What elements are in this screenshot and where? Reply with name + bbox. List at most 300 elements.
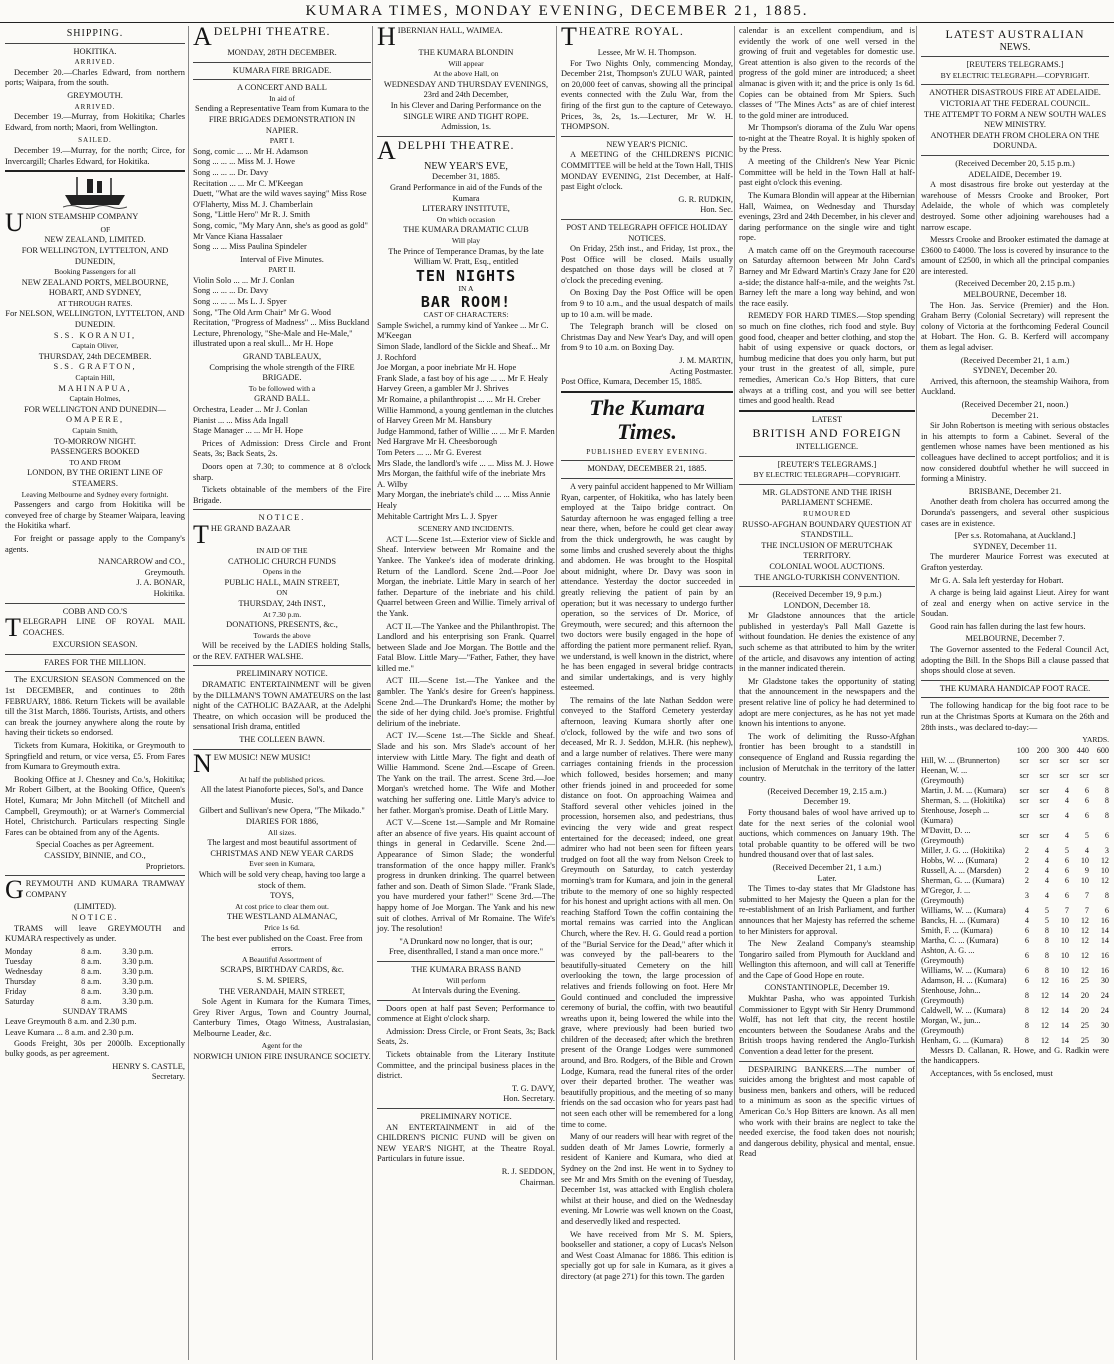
ad-text: NEW ZEALAND PORTS, MELBOURNE, HOBART, AND SYDNEY, [21,277,169,298]
table-cell: 3.30 p.m. [122,986,154,996]
news-paragraph: Mukhtar Pasha, who was appointed Turkish Commissioner to Egypt with Sir Henry Drummond Wolff, has not left that city, the recent hostile encounters between the Soudanese Arabs and the British troops having rendered the Anglo-Turkish Convention a dead letter for the present. [739,994,915,1057]
hokitika-arrivals: December 20.—Charles Edward, from northern ports; Waipara, from the south. [5,67,185,88]
table-row [5,967,185,977]
headline: RUMOURED [802,509,852,518]
ad-text: For freight or passage apply to the Company's agents. [5,533,185,554]
table-cell: Martha, C. ... (Kumara) [921,935,999,945]
table-cell: scr [1039,830,1049,840]
news-paragraph: Many of our readers will hear with regret of the sudden death of Mr James Lowrie, formerly a resident of Kaniere and Kumara, who died at Sydney on the 2nd inst. He went in to Sydney to see Mr and Mrs Smith on the evening of Tuesday, December 1st, was attacked with English cholera whilst at their house, and died on the Wednesday evening. Mr Lowrie was well known on the Coast, and deservedly liked and respected. [561,1132,733,1226]
ad-text: Agent for the [261,1041,303,1051]
table-cell: 8 [1024,990,1029,1000]
table-cell: Wednesday [5,966,43,976]
news-paragraph: The murderer Maurice Forrest was executed at Grafton yesterday. [921,552,1109,572]
table-cell: Caldwell, W. ... (Kumara) [921,1005,1006,1015]
ad-title: TOYS, [270,891,294,901]
ad-title: EXCURSION SEASON. [52,640,138,650]
table-cell: 6 [1064,865,1069,875]
news-paragraph: Good rain has fallen during the last few hours. [930,621,1086,631]
ad-text: Gilbert and Sullivan's new Opera, "The Mikado." [199,806,365,816]
table-row [5,957,185,967]
headline: MR. GLADSTONE AND THE IRISH PARLIAMENT SCHEME. [762,487,892,508]
drop-cap: A [377,135,396,165]
ad-text: Admission: Dress Circle, or Front Seats, 3s; Back Seats, 2s. [377,1026,555,1047]
table-cell: 6 [1064,855,1069,865]
ad-title: NEW YEAR'S PICNIC. [606,139,688,149]
news-paragraph: The Times to-day states that Mr Gladstone has submitted to her Majesty the Queen a plan for the re-establishment of an Irish Parliament, and further announces that her Majesty has referred the scheme to her Ministers for approval. [739,884,915,936]
ad-title: PUBLIC HALL, MAIN STREET, [224,577,340,587]
table-cell: 10 [1100,865,1109,875]
table-cell: Bancks, H. ... (Kumara) [921,915,1000,925]
publication-note: PUBLISHED EVERY EVENING. [586,447,708,456]
table-cell: 8 [1044,925,1049,935]
table-row [5,947,185,957]
drop-cap: G [5,875,24,905]
divider [921,155,1109,156]
table-row [921,976,1109,986]
table-row [921,866,1109,876]
table-cell: 14 [1060,990,1069,1000]
table-cell: 10 [1060,925,1069,935]
dateline: SYDNEY, December 20. [972,366,1058,376]
table-cell: scr [1019,755,1029,765]
divider [739,410,915,412]
ad-text: Opens in the [262,567,302,577]
news-paragraph: Mr Thompson's diorama of the Zulu War opens to-night at the Theatre Royal. It is highly spoken of by the Press. [739,123,915,154]
divider [5,43,185,44]
table-cell: 12 [1040,1020,1049,1030]
ad-text: Sole Agent in Kumara for the Kumara Times, Grey River Argus, Town and Country Journal, Canterbury Times, Otago Witness, Australasian, Melbourne Leader, &c. [193,997,371,1038]
table-cell: scr [1059,770,1069,780]
ad-title: KUMARA FIRE BRIGADE. [232,65,332,75]
ad-title: THE KUMARA BLONDIN [418,48,514,57]
table-cell: 10 [1060,915,1069,925]
ad-text: The Telegraph branch will be closed on Christmas Day and New Year's Day, and will open from 9 to 10 a.m. on Boxing Day. [561,322,733,353]
table-cell: 4 [1064,785,1069,795]
divider [739,456,915,457]
table-row [921,986,1109,1006]
table-cell: 6 [1024,935,1029,945]
table-row [921,856,1109,866]
ad-text: Leave Greymouth 8 a.m. and 2.30 p.m. [5,1017,137,1027]
ad-text: Passengers and cargo from Hokitika will be conveyed free of charge by Steamer Waipara, leaving the Hokitika wharf. [5,500,185,531]
table-cell: 14 [1100,935,1109,945]
table-cell: scr [1099,755,1109,765]
news-paragraph: Messrs Crooke and Brooker estimated the damage at £3600 to £4000. The loss is covered by insurance to the amount of £2500, in which all the principal companies are interested. [921,235,1109,276]
ad-text: Tickets from Kumara, Hokitika, or Greymouth to Springfield and return, or vice versa, £5. From Fares from Kumara to Greymouth extra. [5,741,185,772]
ad-text: All the latest Pianoforte pieces, Sol's, and Dance Music. [200,785,364,805]
table-cell: Tuesday [5,956,33,966]
ad-text: OF [100,224,111,234]
table-cell: 4 [1064,795,1069,805]
news-paragraph: We have received from Mr S. M. Spiers, bookseller and stationer, a copy of Lucas's Nelson and West Coast Almanac for 1886. This edition is specially got up for sale in Kumara, as it gives a directory (at page 271) for this town. The garden [561,1229,733,1281]
notice-heading: NOTICE. [71,912,119,922]
ad-text: TRAMS will leave GREYMOUTH and KUMARA respectively as under. [5,923,185,944]
ad-title: HE GRAND BAZAAR [210,523,291,533]
table-cell: scr [1039,770,1049,780]
table-cell: 2 [1024,875,1029,885]
ad-title: EW MUSIC! NEW MUSIC! [213,752,311,762]
ad-text: At 7.30 p.m. [262,609,302,619]
table-cell: Monday [5,946,33,956]
masthead: KUMARA TIMES, MONDAY EVENING, DECEMBER 21, 1885. [0,0,1114,23]
table-row [921,846,1109,856]
ad-text: In his Clever and Daring Performance on the [390,100,542,110]
table-cell: scr [1019,830,1029,840]
tram-timetable [5,947,185,1007]
news-paragraph: The remains of the late Nathan Seddon were conveyed to the Stafford Cemetery yesterday afternoon, leaving Kumara shortly after one o'clock, followed by the wife and two sons of deceased, Mr R. J. Seddon, M.H.R. (his nephew), and a large number of relatives. There were many carriages containing friends in the procession which followed, besides horsemen; and many other friends joined in and proceeded for some distance on foot. On approaching Waimea and Stafford several other vehicles joined in the procession, horsemen also, and pedestrians, thus evincing the very wide and great respect entertained for the deceased; indeed, one great admirer who had not been seen for fifteen years trudged on foot all the way from Nelson Creek to Greymouth on Saturday, to catch yesterday morning's tram for Kumara, and join in the general tribute to the memory of one so highly respected for his honest and upright actions with all men. On reaching Stafford Town the coffin containing the mortal remains was carried into the Anglican Church, where the Rev. H. G. Gould read a portion of the "Burial Service for the Dead," after which it was conveyed by the pall-bearers to the beautifully-situated Cemetery on the hill overlooking the town, the large procession of relatives and friends following on foot. Here Mr Gould continued and concluded the impressive ceremony of burial, the coffin, with two beautiful wreaths upon it, being lowered the while into the grave, where previously had been buried two children of the deceased; after which the brethren present of the Orange Lodges were summoned around, and Bro. Rodgers, of the Bible and Crown Lodge, Kumara, read the funeral rites of the order over their departed brother. The weather was beautifully propitious, and the meeting of so many friends on the sad occasion who for years past had not seen each other will be remembered for a long time to come. [561,695,733,1129]
table-row [921,786,1109,796]
divider [193,509,371,510]
table-cell: scr [1039,755,1049,765]
table-cell: scr [1099,770,1109,780]
ad-text: ON [276,588,288,598]
ad-signature: CASSIDY, BINNIE, and CO., [44,850,146,860]
divider [921,84,1109,85]
table-cell: 10 [1060,950,1069,960]
divider [377,1108,555,1109]
ad-text: IN AID OF THE [256,545,308,555]
table-cell: Stenhouse, Joseph ... (Kumara) [921,805,990,825]
news-paragraph: The Hon. Jas. Service (Premier) and the Hon. Graham Berry (Colonial Secretary) will represent the colony of Victoria at the forthcoming Federal Council at Hobart. The Hon. G. B. Kerferd will accompany them as legal adviser. [921,300,1109,353]
ad-text: Booking Office at J. Chesney and Co.'s, Hokitika; Mr Robert Gilbert, at the Booking Office, Queen's Hotel, Kumara; Mr John Mitchell (of Mitchell and Campbell, Greymouth); or at Warner's Commercial Hotel, Christchurch. Particulars respecting Single Fares can be obtained from any of the Agents. [5,774,185,837]
dateline: December 21. [991,410,1039,420]
table-cell: 4 [1044,875,1049,885]
ad-text: PASSENGERS BOOKED [50,447,140,457]
table-cell: Martin, J. M. ... (Kumara) [921,785,1007,795]
programme-list: Song, comic ... ... Mr H. Adamson Song ... ... ... Miss M. J. Howe Song ... ... ... Dr. Davy Recitation ... ... Mr C. M'Keegan Duett, "What are the wild waves saying" Miss Rose O'Flaherty, Miss M. J. Chamberlain Song, "Little Hero" Mr R. J. Smith Song, comic, "My Mary Ann, she's as good as gold" Mr Vance Kiana Hassalaer Song ... ... Miss Paulina Spindeler [193,146,368,252]
table-row [921,1006,1109,1016]
cast-list: Sample Swichel, a rummy kind of Yankee ... Mr C. M'Keegan Simon Slade, landlord of the Sickle and Sheaf... Mr J. Rochford Joe Morgan, a poor inebriate Mr H. Hope Frank Slade, a fast boy of his age ... ... Mr F. Healy Harvey Green, a gambler Mr J. Shrives Mr Romaine, a philanthropist ... ... Mr H. Creber Willie Hammond, a young gentleman in the clutches of Harvey Green Mr M. Hansbury Judge Hammond, father of Willie ... ... Mr F. Marden Ned Hargrave Mr H. Cheesborough Tom Peters ... ... Mr G. Everest Mrs Slade, the landlord's wife ... ... Miss M. J. Howe Mrs Morgan, the faithful wife of the inebriate Mrs A. Wilby Mary Morgan, the inebriate's child ... ... Miss Annie Healy Mehitable Cartright Mrs L. J. Spyer [377,320,555,521]
table-cell: Saturday [5,996,35,1006]
table-cell: Thursday [5,976,36,986]
table-cell: 3.30 p.m. [122,956,154,966]
table-row [921,826,1109,846]
received-note: (Received December 21, 1 a.m.) [772,862,882,872]
ad-signature: J. M. MARTIN, [679,356,733,366]
table-cell: 5 [1084,830,1089,840]
table-cell: 8 a.m. [81,976,102,986]
dateline: December 19. [803,797,851,807]
play-title: IN A [458,283,474,293]
table-cell: 6 [1024,950,1029,960]
ad-text: The EXCURSION SEASON Commenced on the 1st DECEMBER, and continues to 28th FEBRUARY, 1886. Return Tickets will be available till the 31st March, 1886. Tourists, Artists, and others can break the journey anywhere along the route by having their tickets so endorsed. [5,675,185,738]
ad-signature: S. M. SPIERS, [256,975,308,985]
table-cell: 12 [1040,975,1049,985]
table-cell: 3.30 p.m. [122,976,154,986]
ad-text: On which occasion [436,214,496,224]
table-cell: 4 [1024,905,1029,915]
ad-title: COBB AND CO.'S [62,606,128,616]
table-header-cell: 200 [1036,745,1049,755]
ad-text: All sizes. [267,827,297,837]
programme-part: PART II. [268,265,296,275]
ad-text: Captain Smith, [72,426,118,435]
ad-title: NORWICH UNION FIRE INSURANCE SOCIETY. [193,1052,371,1062]
ad-text: AT THROUGH RATES. [57,298,133,308]
news-paragraph: The following handicap for the big foot race to be run at the Christmas Sports at Kumara on the 26th and 28th insts., was declared to-day:— [921,701,1109,732]
column-3 [372,26,559,1360]
table-cell: 7 [1064,905,1069,915]
ad-text: On Boxing Day the Post Office will be open from 9 to 10 a.m., and the usual despatch of mails up to 10 a.m. will be made. [561,288,733,319]
table-cell: 16 [1060,975,1069,985]
ad-title: SINGLE WIRE AND TIGHT ROPE. [403,111,529,121]
table-header-cell: 600 [1096,745,1109,755]
divider [377,1000,555,1001]
ad-text: Towards the above [253,630,311,640]
news-paragraph: Acceptances, with 5s enclosed, must [930,1069,1053,1078]
ad-title: FIRE BRIGADES DEMONSTRATION IN NAPIER. [208,114,356,135]
dateline: ADELAIDE, December 19. [968,169,1062,179]
news-paragraph: A match came off on the Greymouth racecourse on Saturday afternoon between Mr John Card's Barney and Mr Edward Martin's Crazy Jane for £20 a-side; the distance half-a-mile, and the weights 7st. Barney left the mare a long way behind, and won the race easily. [739,245,915,308]
ship-name: S.S. KORANUI, [53,330,137,340]
ad-signature: Greymouth. [144,567,185,577]
news-paragraph: The Kumara Blondin will appear at the Hibernian Hall, Waimea, on Wednesday and Thursday evenings, 23rd and 24th December, in his clever and daring performance on the single wire and tight rope. [739,190,915,243]
table-cell: 2 [1024,845,1029,855]
table-cell: M'Davitt, D. ... (Greymouth) [921,825,971,845]
table-cell: 20 [1080,1005,1089,1015]
news-paragraph: The New Zealand Company's steamship Tongariro sailed from Plymouth for Auckland and Wellington this afternoon, and will call at Teneriffe and the Cape of Good Hope en route. [739,939,915,980]
headline: THE KUMARA HANDICAP FOOT RACE. [939,683,1091,693]
ad-text: THURSDAY, 24th DECEMBER. [38,351,152,361]
news-paragraph: A most disastrous fire broke out yesterday at the warehouse of Messrs Crooke and Brooker, Port Adelaide, the whole of which was completely destroyed. Some other adjoining warehouses had a narrow escape. [921,180,1109,232]
news-paragraph: A very painful accident happened to Mr William Ryan, carpenter, of Hokitika, who has lately been employed at the Taipo bridge contract. On Saturday afternoon he was engaged felling a tree near there, when, before he could get clear away from the thick undergrowth, he was caught by some limbs and crushed severely about the thighs and abdomen. He was brought to the Hospital about midnight, where Dr. Davy was soon in attendance. Yesterday the doctor succeeded in greatly relieving the patient of pain by an operation; but it was necessary to undergo further operation, so the services of Dr. Morice, of Greymouth, were secured; and this afternoon the two doctors were busily engaged in the hope of affording the patient more permanent relief. Ryan, we understand, is well known in the district, where he has been engaged in several bridge contracts and similar undertakings, and is very highly esteemed. [561,482,733,693]
act-description: ACT III.—Scene 1st.—The Yankee and the gambler. The Yank's desire for Green's happiness. Scene 2nd.—The Drunkard's Home; the mother by the side of her dying child. Joe's promise. Frightful delirium of the inebriate. [377,676,555,728]
ad-title: HEATRE ROYAL. [578,26,684,38]
headline: THE INCLUSION OF MERUTCHAK TERRITORY. [761,540,893,561]
programme-list: Orchestra, Leader ... Mr J. Conlan Pianist ... ... Miss Ada Ingall Stage Manager ... ... Mr H. Hope [193,405,308,436]
ad-text: On Friday, 25th inst., and Friday, 1st prox., the Post Office will be closed. Mails usually despatched on those days will be closed at 7 o'clock the preceding evening. [561,244,733,285]
table-cell: 30 [1100,975,1109,985]
sailed-label: SAILED. [78,136,112,145]
table-cell: 12 [1080,950,1089,960]
table-cell: 6 [1064,890,1069,900]
divider [5,671,185,672]
ad-text: Captain Hill, [75,373,115,383]
ad-text: TO AND FROM [69,457,121,467]
table-cell: 4 [1084,845,1089,855]
ad-signature: G. R. RUDKIN, [678,194,733,204]
table-cell: 24 [1100,990,1109,1000]
table-cell: 12 [1100,875,1109,885]
section-heading: LATEST AUSTRALIAN [945,27,1085,41]
table-cell: 8 [1104,785,1109,795]
table-cell: 14 [1060,1005,1069,1015]
dateline: Later. [817,873,837,883]
table-cell: 8 a.m. [81,986,102,996]
table-cell: 8 a.m. [81,946,102,956]
ad-text: At cost price to clear them out. [235,901,329,911]
ad-text: Leave Kumara ... 8 a.m. and 2.30 p.m. [5,1027,134,1037]
table-cell: 7 [1084,905,1089,915]
ad-title: GRAND TABLEAUX, [242,352,322,362]
table-cell: 8 [1024,1005,1029,1015]
table-cell: 25 [1080,1035,1089,1045]
table-cell: Morgan, W., jun... (Greymouth) [921,1015,981,1035]
table-cell: 6 [1024,965,1029,975]
section-heading: BRITISH AND FOREIGN [752,426,902,441]
table-cell: 6 [1084,785,1089,795]
table-cell: 3 [1104,845,1109,855]
table-cell: 4 [1044,890,1049,900]
newspaper-title: The Kumara Times. [589,394,705,444]
table-cell: 12 [1040,990,1049,1000]
ad-text: For Two Nights Only, commencing Monday, December 21st, Thompson's ZULU WAR, painted on 20,000 feet of canvas, showing all the principal events connected with the Zulu War, from the firing of the first gun to the capture of Cetewayo. Prices, 3s, 2s, 1s.—Lecturer, Mr W. H. THOMPSON. [561,58,733,132]
table-cell: 8 a.m. [81,956,102,966]
greymouth-heading: GREYMOUTH. [67,90,123,100]
ad-text: 23rd and 24th December, [423,90,509,100]
table-cell: 8 [1104,795,1109,805]
table-row [921,936,1109,946]
arrived-label-2: ARRIVED. [74,102,116,111]
table-row [921,966,1109,976]
table-cell: 4 [1024,915,1029,925]
ad-text: Price 1s 6d. [264,922,300,932]
shipping-heading: SHIPPING. [66,28,124,39]
scenery-heading: SCENERY AND INCIDENTS. [418,524,514,534]
ad-text: Tickets obtainable from the Literary Institute Committee, and the principal business places in the district. [377,1050,555,1081]
act-description: ACT IV.—Scene 1st.—The Sickle and Sheaf. Slade and his son. Mrs Slade's account of her interview with Little Mary. The fight and death of Willie Hammond. Scene 2nd.—Escape of Green. The Yank on the trail. The arrest. Scene 3rd.—Joe Morgan's wretched home. The Wife and Mother watching her suffering one. Little Mary's advice to her father. Morgan's promise. Death of Little Mary. [377,731,555,815]
drop-cap: U [5,208,24,238]
table-cell: 6 [1104,830,1109,840]
table-header-cell: 300 [1056,745,1069,755]
table-caption: YARDS. [1082,735,1109,745]
table-cell: 10 [1080,855,1089,865]
table-cell: 8 [1104,810,1109,820]
table-cell: 16 [1100,950,1109,960]
ad-title: IBERNIAN HALL, WAIMEA. [397,26,503,35]
ad-text: Will appear [448,58,484,68]
table-header-cell [921,746,1009,756]
ship-name: MAHINAPUA, [58,383,132,393]
table-row [921,916,1109,926]
ad-text: LONDON, BY THE ORIENT LINE OF STEAMERS. [27,468,163,488]
table-header-cell: 100 [1016,745,1029,755]
ad-text: Booking Passengers for all [54,267,136,277]
table-row [921,1016,1109,1036]
cast-heading: CAST OF CHARACTERS: [423,310,509,320]
table-cell: 4 [1044,855,1049,865]
act-description: ACT II.—The Yankee and the Philanthropist. The Landlord and his enterprising son Frank. Quarrel between Slade and Joe Morgan. The Bottle and the Fatal Blow. Little Mary—"Father, Father, they have killed me." [377,621,555,673]
drop-cap: T [5,613,21,643]
table-cell: 8 [1044,935,1049,945]
table-cell: 5 [1044,905,1049,915]
steamship-icon [63,175,127,209]
table-cell: Williams, W. ... (Kumara) [921,905,1006,915]
table-cell: Henham, G. ... (Kumara) [921,1035,1003,1045]
section-heading: INTELLIGENCE. [795,441,859,451]
table-cell: 10 [1060,935,1069,945]
table-row [921,886,1109,906]
ad-text: Doors open at half past Seven; Performance to commence at Eight o'clock sharp. [377,1003,555,1024]
news-paragraph: A meeting of the Children's New Year Picnic Committee will be held in the Town Hall at half-past eight o'clock this evening. [739,157,915,188]
table-cell: scr [1059,755,1069,765]
headline: THE ATTEMPT TO FORM A NEW SOUTH WALES NEW MINISTRY. [923,109,1107,130]
table-cell: 5 [1064,845,1069,855]
divider [193,665,371,666]
ad-text: Sending a Representative Team from Kumara to the [195,104,369,114]
divider [5,654,185,655]
ad-signature: Acting Postmaster. [669,366,733,376]
table-cell: Friday [5,986,27,996]
section-subheading: BY ELECTRIC TELEGRAPH—COPYRIGHT. [753,470,901,480]
act-description: ACT I.—Scene 1st.—Exterior view of Sickle and Sheaf. Interview between Mr Romaine and the Yankee. The Yankee's idea of moderate drinking. Return of the Landlord. Scene 2nd.—Poor Joe Morgan, the inebriate. Little Mary in search of her father. Departure of the inebriate and his child. Quarrel between Green and Willie. Timely arrival of the Yank. [377,534,555,618]
received-note: (Received December 21, 1 a.m.) [960,355,1070,365]
table-row [921,926,1109,936]
divider [561,478,733,479]
ad-text: Leaving Melbourne and Sydney every fortnight. [21,489,169,499]
news-paragraph: The Governor assented to the Federal Council Act, adopting the Bill. In the Shops Bill a clause passed that shops should close at seven. [921,645,1109,676]
ad-title: SCRAPS, BIRTHDAY CARDS, &c. [220,965,344,975]
ad-signature: Hokitika. [153,588,185,598]
divider [739,1061,915,1062]
news-paragraph: Mr Gladstone takes the opportunity of stating that the announcement in the newspapers and the present relative line of policy he had determined to adopt are mere conjectures, as he has not yet made known his intentions to anyone. [739,676,915,729]
table-cell: 6 [1104,905,1109,915]
dateline: CONSTANTINOPLE, December 19. [764,983,890,993]
divider [377,961,555,962]
headline: RUSSO-AFGHAN BOUNDARY QUESTION AT STANDSTILL. [742,519,912,540]
table-cell: Russell, A. ... (Marsden) [921,865,1002,875]
column-1 [2,26,188,1360]
ad-title: DIARIES FOR 1886, [245,817,319,826]
table-cell: 6 [1084,810,1089,820]
table-cell: 3.30 p.m. [122,996,154,1006]
headline: COLONIAL WOOL AUCTIONS. [769,561,885,571]
received-note: (Received December 21, noon.) [961,400,1069,409]
ad-title: FARES FOR THE MILLION. [44,657,146,667]
table-cell: 10 [1060,965,1069,975]
table-cell: 12 [1080,965,1089,975]
ad-title: NEW ZEALAND, LIMITED. [44,235,146,245]
hokitika-heading: HOKITIKA. [73,46,117,56]
table-cell: 30 [1100,1020,1109,1030]
dateline: MELBOURNE, December 18. [963,290,1067,300]
ad-text: MONDAY, 28TH DECEMBER. [227,48,337,57]
news-paragraph: Mr Gladstone announces that the article published in yesterday's Pall Mall Gazette is without foundation. He denies the existence of any such scheme as that attributed to him by the writer of the article, and disavows any intention of acting in the manner indicated therein. [739,611,915,674]
table-cell: 5 [1044,915,1049,925]
divider [561,391,733,393]
table-cell: Heenan, W. ... (Greymouth) [921,765,968,785]
ship-name: OMAPERE, [65,415,125,425]
table-cell: 12 [1040,1035,1049,1045]
table-cell: 16 [1100,915,1109,925]
table-cell: Stenhouse, John... (Greymouth) [921,985,981,1005]
ad-text: Grand Performance in aid of the Funds of the Kumara [389,182,543,203]
ad-text: Captain Oliver, [71,341,119,351]
section-subheading: [REUTER'S TELEGRAMS.] [777,459,877,469]
headline: ANOTHER DEATH FROM CHOLERA ON THE DORUNDA. [930,130,1100,151]
table-cell: Ashton, A. G. ... (Greymouth) [921,945,975,965]
table-cell: 3 [1024,890,1029,900]
news-paragraph: calendar is an excellent compendium, and is evidently the work of one well versed in the growing of fruit and vegetables for domestic use. Great attention is also given to the records of the progress of the gold miner are introduced; a sheet almanac is given with it; and the price is only 1s 6d. Copies can be obtained from Mr Spiers. Such classes of "The Mines Acts" as are of chief interest to the gold miner are introduced. [739,26,915,120]
ad-text: DRAMATIC ENTERTAINMENT will be given by the DILLMAN'S TOWN AMATEURS on the last night of the CATHOLIC BAZAAR, at the Adelphi Theatre, on which occasion will be produced the sensational Irish drama, entitled [193,680,371,732]
ad-signature: Hon. Secretary. [503,1094,555,1104]
ship-name: S.S. GRAFTON, [53,362,137,372]
headline: ANOTHER DISASTROUS FIRE AT ADELAIDE. [929,88,1101,98]
ad-text: The largest and most beautiful assortment of [207,838,357,848]
ad-text: AN ENTERTAINMENT in aid of the CHILDREN'S PICNIC FUND will be given on NEW YEAR'S NIGHT, at the Theatre Royal. Particulars in future issue. [377,1122,555,1164]
ad-text: (LIMITED). [73,902,117,912]
ad-title: POST AND TELEGRAPH OFFICE HOLIDAY NOTICES. [566,222,728,243]
table-row [921,806,1109,826]
ad-text: Admission, 1s. [440,122,492,132]
ad-title: DELPHI THEATRE. [213,26,331,38]
news-paragraph: Sir John Robertson is meeting with serious obstacles in his attempts to form a Cabinet. Several of the gentlemen whose names have been mentioned as his colleagues have declined to accept portfolios; and it is now considered doubtful whether he will succeed in forming a Ministry. [921,421,1109,484]
table-header-cell: 440 [1076,745,1089,755]
ad-text: FOR WELLINGTON, LYTTELTON, AND DUNEDIN, [21,245,169,266]
ad-text: TO-MORROW NIGHT. [54,436,136,446]
ad-text: Prices of Admission: Dress Circle and Front Seats, 3s; Back Seats, 2s. [193,438,371,459]
divider [377,136,555,137]
